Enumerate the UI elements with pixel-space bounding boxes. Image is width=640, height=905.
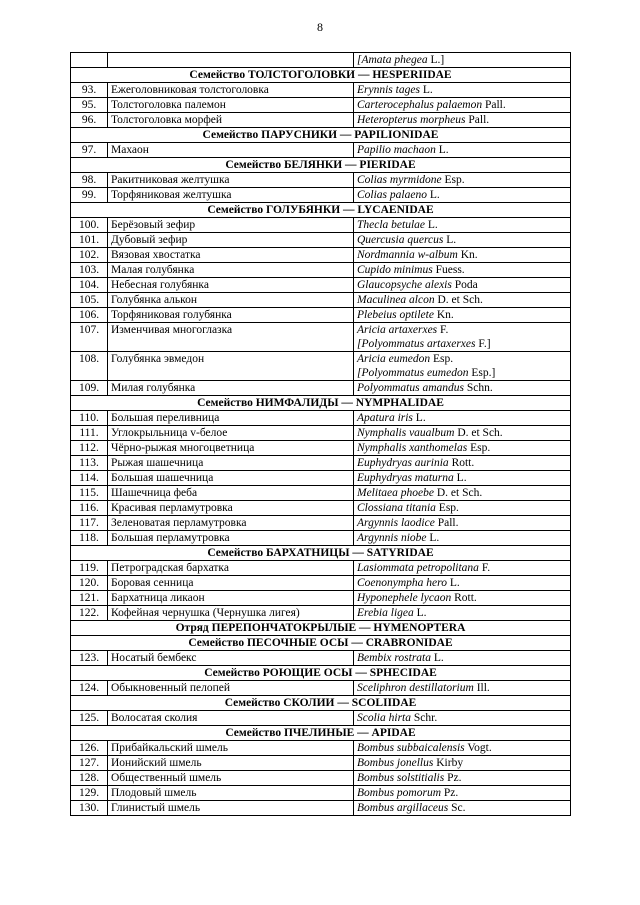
latin-binomial: Argynnis laodice	[357, 517, 435, 529]
species-latin-name	[354, 278, 571, 293]
latin-author: Pz.	[443, 787, 459, 799]
species-latin-name	[354, 218, 571, 233]
species-russian-name: Большая шашечница	[108, 471, 354, 486]
species-russian-name: Вязовая хвостатка	[108, 248, 354, 263]
species-russian-name: Большая переливница	[108, 411, 354, 426]
species-number: 107.	[71, 323, 108, 352]
species-latin-name	[354, 98, 571, 113]
species-latin-name	[354, 756, 571, 771]
species-row	[71, 606, 571, 621]
latin-author: Fuess.	[435, 264, 465, 276]
latin-author: Poda	[454, 279, 478, 291]
species-latin-name	[354, 606, 571, 621]
species-row	[71, 143, 571, 158]
species-row	[71, 308, 571, 323]
latin-name-line	[357, 83, 567, 97]
latin-name-line	[357, 501, 567, 515]
species-russian-name: Красивая перламутровка	[108, 501, 354, 516]
family-heading: Семейство ГОЛУБЯНКИ — LYCAENIDAE	[71, 203, 571, 218]
species-row	[71, 53, 571, 68]
latin-binomial: Bombus argillaceus	[357, 802, 449, 814]
latin-author: L.	[427, 219, 438, 231]
latin-binomial: Colias myrmidone	[357, 174, 442, 186]
latin-binomial: Quercusia quercus	[357, 234, 444, 246]
latin-author: L.	[429, 189, 440, 201]
species-row	[71, 411, 571, 426]
latin-name-line	[357, 711, 567, 725]
species-row	[71, 98, 571, 113]
species-russian-name: Ежеголовниковая толстоголовка	[108, 83, 354, 98]
latin-author: Pall.	[468, 114, 490, 126]
latin-binomial: [Polyommatus eumedon	[357, 367, 469, 379]
species-number: 110.	[71, 411, 108, 426]
species-row	[71, 426, 571, 441]
latin-name-line	[357, 352, 567, 366]
species-number: 95.	[71, 98, 108, 113]
latin-binomial: Thecla betulae	[357, 219, 426, 231]
species-number: 126.	[71, 741, 108, 756]
latin-binomial: Coenonympha hero	[357, 577, 447, 589]
species-table	[70, 52, 571, 816]
latin-author: L.	[422, 84, 433, 96]
latin-binomial: Euphydryas maturna	[357, 472, 454, 484]
species-latin-name	[354, 113, 571, 128]
species-russian-name: Малая голубянка	[108, 263, 354, 278]
species-row	[71, 381, 571, 396]
species-russian-name: Зеленоватая перламутровка	[108, 516, 354, 531]
latin-name-line	[357, 561, 567, 575]
species-latin-name	[354, 173, 571, 188]
latin-author: Rott.	[454, 592, 477, 604]
species-russian-name: Плодовый шмель	[108, 786, 354, 801]
species-russian-name: Общественный шмель	[108, 771, 354, 786]
latin-binomial: [Polyommatus artaxerxes	[357, 338, 476, 350]
latin-author: Schr.	[413, 712, 438, 724]
species-russian-name: Большая перламутровка	[108, 531, 354, 546]
latin-author: L.	[449, 577, 460, 589]
latin-author: Esp.	[438, 502, 459, 514]
latin-author: Ill.	[476, 682, 490, 694]
latin-author: Esp.	[433, 353, 454, 365]
species-russian-name: Изменчивая многоглазка	[108, 323, 354, 352]
latin-binomial: Carterocephalus palaemon	[357, 99, 483, 111]
family-heading-row	[71, 128, 571, 143]
species-latin-name	[354, 801, 571, 816]
species-number: 93.	[71, 83, 108, 98]
species-russian-name: Толстоголовка палемон	[108, 98, 354, 113]
latin-binomial: Erebia ligea	[357, 607, 414, 619]
latin-binomial: [Amata phegea	[357, 54, 428, 66]
latin-binomial: Heteropterus morpheus	[357, 114, 466, 126]
latin-name-line	[357, 651, 567, 665]
species-latin-name	[354, 411, 571, 426]
species-row	[71, 756, 571, 771]
latin-binomial: Aricia eumedon	[357, 353, 431, 365]
species-russian-name: Бархатница ликаон	[108, 591, 354, 606]
species-number: 99.	[71, 188, 108, 203]
latin-author: Pall.	[484, 99, 506, 111]
family-heading-row	[71, 696, 571, 711]
species-number: 124.	[71, 681, 108, 696]
latin-name-line	[357, 576, 567, 590]
species-row	[71, 456, 571, 471]
species-russian-name: Углокрыльница v-белое	[108, 426, 354, 441]
latin-author: D. et Sch.	[436, 487, 483, 499]
latin-binomial: Lasiommata petropolitana	[357, 562, 479, 574]
species-russian-name: Торфяниковая желтушка	[108, 188, 354, 203]
species-row	[71, 218, 571, 233]
species-number: 129.	[71, 786, 108, 801]
species-latin-name	[354, 651, 571, 666]
species-row	[71, 501, 571, 516]
latin-binomial: Bombus solstitialis	[357, 772, 445, 784]
family-heading: Семейство ПЕСОЧНЫЕ ОСЫ — CRABRONIDAE	[71, 636, 571, 651]
species-number: 119.	[71, 561, 108, 576]
latin-name-line	[357, 143, 567, 157]
species-number: 97.	[71, 143, 108, 158]
species-russian-name	[108, 53, 354, 68]
latin-name-line	[357, 263, 567, 277]
latin-author: Vogt.	[467, 742, 492, 754]
species-number: 104.	[71, 278, 108, 293]
species-latin-name	[354, 248, 571, 263]
latin-author: Kn.	[460, 249, 478, 261]
family-heading: Семейство ТОЛСТОГОЛОВКИ — HESPERIIDAE	[71, 68, 571, 83]
species-latin-name	[354, 771, 571, 786]
species-number: 117.	[71, 516, 108, 531]
species-number: 116.	[71, 501, 108, 516]
species-latin-name	[354, 576, 571, 591]
family-heading-row	[71, 726, 571, 741]
family-heading: Семейство БАРХАТНИЦЫ — SATYRIDAE	[71, 546, 571, 561]
family-heading-row	[71, 203, 571, 218]
species-latin-name	[354, 308, 571, 323]
species-latin-name	[354, 591, 571, 606]
species-latin-name	[354, 188, 571, 203]
latin-author: Kn.	[436, 309, 454, 321]
species-number: 127.	[71, 756, 108, 771]
latin-author: F.]	[478, 338, 491, 350]
species-row	[71, 681, 571, 696]
latin-author: Schn.	[466, 382, 493, 394]
latin-binomial: Apatura iris	[357, 412, 413, 424]
latin-name-line	[357, 218, 567, 232]
species-latin-name	[354, 233, 571, 248]
species-row	[71, 113, 571, 128]
species-latin-name	[354, 471, 571, 486]
species-russian-name: Махаон	[108, 143, 354, 158]
latin-name-line	[357, 293, 567, 307]
latin-name-line	[357, 801, 567, 815]
latin-name-line	[357, 606, 567, 620]
species-row	[71, 711, 571, 726]
species-row	[71, 471, 571, 486]
latin-author: D. et Sch.	[457, 427, 503, 439]
latin-binomial: Bombus subbaicalensis	[357, 742, 465, 754]
latin-name-line	[357, 308, 567, 322]
species-russian-name: Глинистый шмель	[108, 801, 354, 816]
species-latin-name	[354, 561, 571, 576]
latin-name-line	[357, 278, 567, 292]
latin-name-line	[357, 741, 567, 755]
species-number: 115.	[71, 486, 108, 501]
latin-binomial: Bombus pomorum	[357, 787, 442, 799]
species-row	[71, 188, 571, 203]
family-heading: Отряд ПЕРЕПОНЧАТОКРЫЛЫЕ — HYMENOPTERA	[71, 621, 571, 636]
latin-name-line	[357, 591, 567, 605]
species-latin-name	[354, 501, 571, 516]
family-heading: Семейство БЕЛЯНКИ — PIERIDAE	[71, 158, 571, 173]
species-number: 100.	[71, 218, 108, 233]
species-number: 101.	[71, 233, 108, 248]
species-latin-name	[354, 143, 571, 158]
latin-name-line	[357, 756, 567, 770]
species-row	[71, 441, 571, 456]
latin-name-line	[357, 771, 567, 785]
latin-name-line	[357, 323, 567, 337]
species-row	[71, 323, 571, 352]
species-number: 96.	[71, 113, 108, 128]
species-russian-name: Голубянка эвмедон	[108, 352, 354, 381]
latin-name-line	[357, 531, 567, 545]
species-row	[71, 263, 571, 278]
species-row	[71, 352, 571, 381]
family-heading-row	[71, 636, 571, 651]
latin-name-line	[357, 381, 567, 395]
latin-author: Kirby	[436, 757, 464, 769]
species-number: 102.	[71, 248, 108, 263]
species-russian-name: Ионийский шмель	[108, 756, 354, 771]
family-heading-row	[71, 68, 571, 83]
species-latin-name	[354, 711, 571, 726]
species-number: 118.	[71, 531, 108, 546]
species-row	[71, 801, 571, 816]
species-latin-name	[354, 352, 571, 381]
family-heading-row	[71, 666, 571, 681]
latin-author: L.	[446, 234, 457, 246]
latin-binomial: Polyommatus amandus	[357, 382, 465, 394]
species-row	[71, 83, 571, 98]
latin-binomial: Cupido minimus	[357, 264, 433, 276]
species-number: 105.	[71, 293, 108, 308]
latin-binomial: Sceliphron destillatorium	[357, 682, 474, 694]
species-latin-name	[354, 681, 571, 696]
species-russian-name: Носатый бембекс	[108, 651, 354, 666]
species-number: 103.	[71, 263, 108, 278]
species-latin-name	[354, 83, 571, 98]
latin-name-line	[357, 471, 567, 485]
family-heading: Семейство РОЮЩИЕ ОСЫ — SPHECIDAE	[71, 666, 571, 681]
latin-name-line	[357, 456, 567, 470]
species-latin-name	[354, 486, 571, 501]
latin-author: Sc.	[451, 802, 466, 814]
species-russian-name: Петроградская бархатка	[108, 561, 354, 576]
latin-author: Pall.	[437, 517, 459, 529]
latin-author: Pz.	[447, 772, 462, 784]
family-heading-row	[71, 396, 571, 411]
species-row	[71, 591, 571, 606]
species-number: 120.	[71, 576, 108, 591]
latin-name-line	[357, 786, 567, 800]
species-russian-name: Небесная голубянка	[108, 278, 354, 293]
species-russian-name: Милая голубянка	[108, 381, 354, 396]
species-number: 122.	[71, 606, 108, 621]
latin-binomial: Nymphalis xanthomelas	[357, 442, 468, 454]
species-row	[71, 576, 571, 591]
latin-author: F.	[481, 562, 491, 574]
species-number: 121.	[71, 591, 108, 606]
species-russian-name: Обыкновенный пелопей	[108, 681, 354, 696]
latin-author: F.	[440, 324, 449, 336]
latin-binomial: Melitaea phoebe	[357, 487, 434, 499]
species-number: 108.	[71, 352, 108, 381]
species-russian-name: Рыжая шашечница	[108, 456, 354, 471]
species-russian-name: Прибайкальский шмель	[108, 741, 354, 756]
species-russian-name: Шашечница феба	[108, 486, 354, 501]
species-number: 98.	[71, 173, 108, 188]
latin-name-line	[357, 516, 567, 530]
latin-author: D. et Sch.	[437, 294, 483, 306]
latin-binomial: Maculinea alcon	[357, 294, 435, 306]
species-number: 123.	[71, 651, 108, 666]
latin-binomial: Colias palaeno	[357, 189, 427, 201]
latin-binomial: Hyponephele lycaon	[357, 592, 452, 604]
species-russian-name: Боровая сенница	[108, 576, 354, 591]
species-row	[71, 486, 571, 501]
species-latin-name	[354, 531, 571, 546]
species-russian-name: Берёзовый зефир	[108, 218, 354, 233]
species-row	[71, 173, 571, 188]
family-heading-row	[71, 546, 571, 561]
species-row	[71, 651, 571, 666]
latin-author: Rott.	[451, 457, 475, 469]
species-number: 113.	[71, 456, 108, 471]
species-latin-name	[354, 441, 571, 456]
latin-name-line	[357, 486, 567, 500]
species-number: 109.	[71, 381, 108, 396]
species-russian-name: Кофейная чернушка (Чернушка лигея)	[108, 606, 354, 621]
species-number: 130.	[71, 801, 108, 816]
latin-name-line	[357, 681, 567, 695]
species-latin-name	[354, 293, 571, 308]
species-number: 128.	[71, 771, 108, 786]
latin-name-line	[357, 98, 567, 112]
latin-binomial: Erynnis tages	[357, 84, 420, 96]
latin-author: L.]	[430, 54, 445, 66]
species-russian-name: Чёрно-рыжая многоцветница	[108, 441, 354, 456]
family-heading: Семейство ПЧЕЛИНЫЕ — APIDAE	[71, 726, 571, 741]
latin-author: L.	[433, 652, 444, 664]
species-latin-name	[354, 323, 571, 352]
latin-name-line	[357, 366, 567, 380]
latin-name-line	[357, 188, 567, 202]
latin-author: L.	[438, 144, 449, 156]
latin-binomial: Nymphalis vaualbum	[357, 427, 455, 439]
latin-binomial: Bembix rostrata	[357, 652, 431, 664]
latin-binomial: Glaucopsyche alexis	[357, 279, 452, 291]
latin-author: L.	[456, 472, 467, 484]
page-number: 8	[317, 20, 323, 34]
latin-author: L.	[429, 532, 440, 544]
latin-binomial: Bombus jonellus	[357, 757, 434, 769]
species-latin-name	[354, 426, 571, 441]
latin-name-line	[357, 248, 567, 262]
species-russian-name: Ракитниковая желтушка	[108, 173, 354, 188]
species-number: 112.	[71, 441, 108, 456]
species-russian-name: Волосатая сколия	[108, 711, 354, 726]
latin-binomial: Argynnis niobe	[357, 532, 427, 544]
species-row	[71, 278, 571, 293]
species-russian-name: Голубянка алькон	[108, 293, 354, 308]
family-heading: Семейство ПАРУСНИКИ — PAPILIONIDAE	[71, 128, 571, 143]
species-latin-name	[354, 53, 571, 68]
latin-author: Esp.	[470, 442, 491, 454]
family-heading-row	[71, 621, 571, 636]
species-latin-name	[354, 741, 571, 756]
latin-name-line	[357, 411, 567, 425]
species-latin-name	[354, 456, 571, 471]
latin-author: L.	[416, 607, 427, 619]
species-latin-name	[354, 381, 571, 396]
family-heading: Семейство СКОЛИИ — SCOLIIDAE	[71, 696, 571, 711]
latin-name-line	[357, 426, 567, 440]
species-russian-name: Толстоголовка морфей	[108, 113, 354, 128]
species-number: 125.	[71, 711, 108, 726]
species-row	[71, 561, 571, 576]
latin-name-line	[357, 113, 567, 127]
latin-author: Esp.	[444, 174, 465, 186]
latin-author: Esp.]	[471, 367, 496, 379]
latin-binomial: Plebeius optilete	[357, 309, 434, 321]
latin-name-line	[357, 441, 567, 455]
latin-binomial: Euphydryas aurinia	[357, 457, 449, 469]
species-row	[71, 531, 571, 546]
latin-binomial: Aricia artaxerxes	[357, 324, 438, 336]
species-row	[71, 786, 571, 801]
species-row	[71, 771, 571, 786]
species-number: 106.	[71, 308, 108, 323]
species-number: 114.	[71, 471, 108, 486]
species-row	[71, 516, 571, 531]
species-russian-name: Дубовый зефир	[108, 233, 354, 248]
species-number: 111.	[71, 426, 108, 441]
latin-name-line	[357, 233, 567, 247]
species-row	[71, 293, 571, 308]
species-latin-name	[354, 786, 571, 801]
species-number	[71, 53, 108, 68]
species-row	[71, 233, 571, 248]
species-latin-name	[354, 263, 571, 278]
species-row	[71, 741, 571, 756]
latin-name-line	[357, 173, 567, 187]
latin-binomial: Papilio machaon	[357, 144, 436, 156]
latin-name-line	[357, 337, 567, 351]
latin-name-line	[357, 53, 567, 67]
latin-author: L.	[415, 412, 426, 424]
species-latin-name	[354, 516, 571, 531]
latin-binomial: Clossiana titania	[357, 502, 436, 514]
species-row	[71, 248, 571, 263]
species-russian-name: Торфяниковая голубянка	[108, 308, 354, 323]
latin-binomial: Nordmannia w-album	[357, 249, 458, 261]
family-heading: Семейство НИМФАЛИДЫ — NYMPHALIDAE	[71, 396, 571, 411]
latin-binomial: Scolia hirta	[357, 712, 411, 724]
species-table-body	[71, 53, 571, 816]
family-heading-row	[71, 158, 571, 173]
